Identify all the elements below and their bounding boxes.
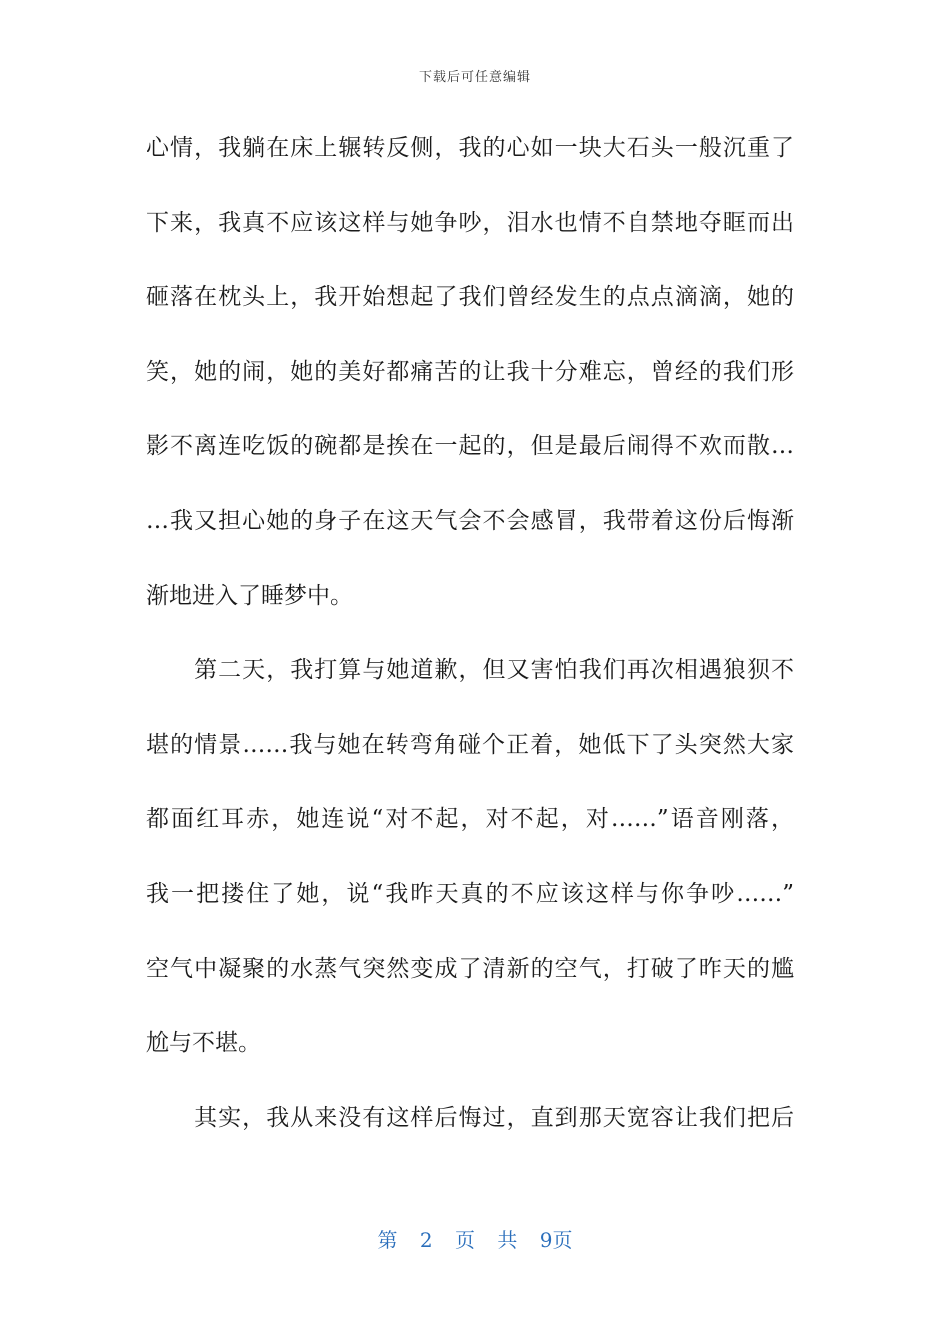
body-line: 影不离连吃饭的碗都是挨在一起的，但是最后闹得不欢而散… (146, 433, 794, 460)
body-line: 空气中凝聚的水蒸气突然变成了清新的空气，打破了昨天的尴 (146, 955, 794, 982)
body-line: …我又担心她的身子在这天气会不会感冒，我带着这份后悔渐 (146, 507, 794, 534)
total-prefix: 共 (497, 1228, 518, 1252)
body-line: 下来，我真不应该这样与她争吵，泪水也情不自禁地夺眶而出 (146, 209, 794, 236)
body-line: 都面红耳赤，她连说“对不起，对不起，对……”语音刚落， (146, 806, 794, 833)
body-line: 砸落在枕头上，我开始想起了我们曾经发生的点点滴滴，她的 (146, 284, 794, 311)
header-note: 下载后可任意编辑 (418, 70, 531, 85)
body-line: 我一把搂住了她，说“我昨天真的不应该这样与你争吵……” (146, 880, 794, 907)
body-line: 第二天，我打算与她道歉，但又害怕我们再次相遇狼狈不 (146, 657, 794, 684)
body-line: 笑，她的闹，她的美好都痛苦的让我十分难忘，曾经的我们形 (146, 358, 794, 385)
body-line: 渐地进入了睡梦中。 (146, 582, 353, 609)
body-line: 心情，我躺在床上辗转反侧，我的心如一块大石头一般沉重了 (146, 135, 794, 161)
body-line: 尬与不堪。 (146, 1030, 261, 1057)
total-pages: 9页 (539, 1228, 573, 1252)
page-footer (0, 1224, 950, 1253)
page-word: 页 (455, 1228, 475, 1252)
document-body (146, 120, 794, 1164)
page-number: 2 (419, 1228, 433, 1252)
body-line: 堪的情景……我与她在转弯角碰个正着，她低下了头突然大家 (146, 731, 794, 758)
page-prefix: 第 (377, 1228, 398, 1252)
body-line: 其实，我从来没有这样后悔过，直到那天宽容让我们把后 (146, 1104, 794, 1131)
